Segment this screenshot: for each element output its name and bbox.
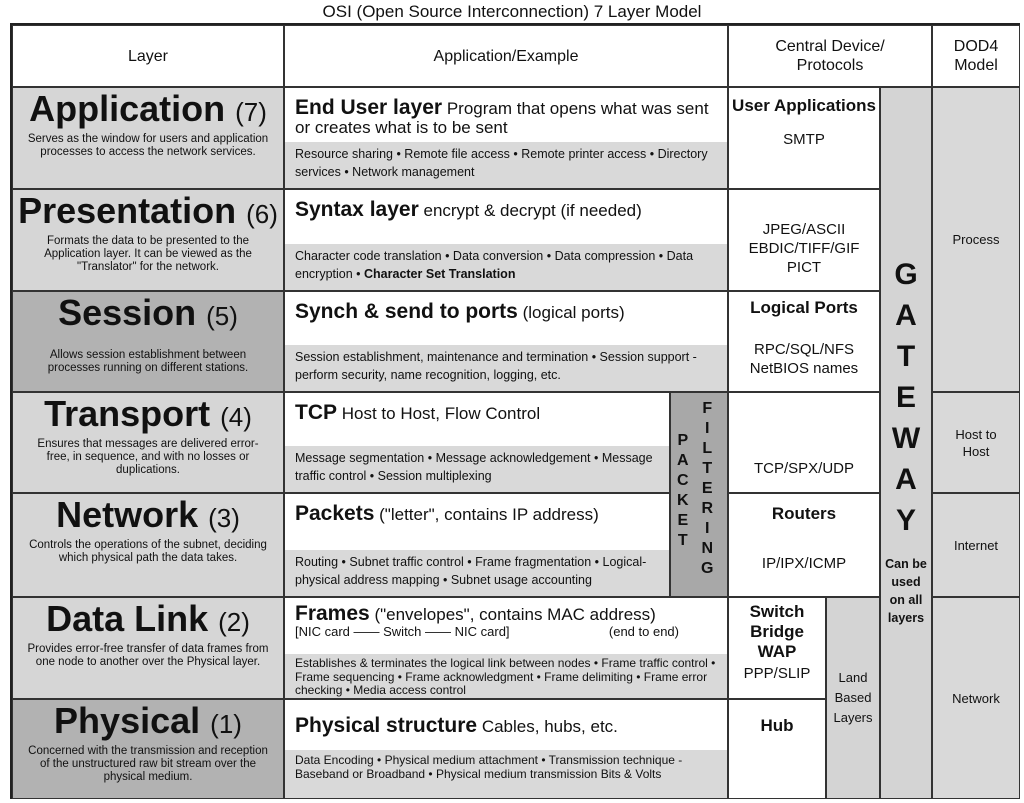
dod-process: Process xyxy=(932,87,1020,392)
example-subtitle: Host to Host, Flow Control xyxy=(341,404,541,423)
device-name: Switch Bridge WAP xyxy=(749,602,805,661)
layer-description: Ensures that messages are delivered error-free, in sequence, and with no losses or duplications. xyxy=(37,438,259,476)
device-name: Hub xyxy=(760,716,794,735)
layer-name: Application xyxy=(29,88,226,129)
layer-number: (6) xyxy=(246,199,278,229)
filtering-letter: I xyxy=(705,520,710,537)
example-subtitle: Program that opens what was sent or creates what is to be sent xyxy=(295,99,709,137)
osi-table xyxy=(10,23,1020,799)
example-details: Routing • Subnet traffic control • Frame fragmentation • Logical-physical address mapping • Subnet usage accounting xyxy=(285,550,669,596)
example-details: Data Encoding • Physical medium attachment • Transmission technique - Baseband or Broadband • Physical medium transmission Bits & Volts xyxy=(285,750,727,798)
example-subtitle: (logical ports) xyxy=(522,303,625,322)
example-application xyxy=(284,87,728,189)
example-title: End User layer xyxy=(295,96,443,119)
gateway-letter: Y xyxy=(895,504,916,537)
gateway-letter: W xyxy=(891,422,921,455)
packet-letter: K xyxy=(677,492,689,509)
layer-physical xyxy=(12,699,284,799)
filtering-letter: N xyxy=(701,540,713,557)
layer-name: Session xyxy=(58,292,197,333)
device-name: Routers xyxy=(771,504,837,523)
header-layer: Layer xyxy=(12,25,284,87)
example-subtitle: Cables, hubs, etc. xyxy=(481,717,618,736)
gateway-letter: A xyxy=(895,299,917,332)
filtering-letter: R xyxy=(701,500,713,517)
land-based-layers: Land Based Layers xyxy=(826,597,880,799)
example-subtitle: encrypt & decrypt (if needed) xyxy=(423,201,642,220)
example-details: Message segmentation • Message acknowledgement • Message traffic control • Session multiplexing xyxy=(285,446,669,492)
example-title: Syntax layer xyxy=(295,198,419,221)
dod-host-to-host: Host to Host xyxy=(932,392,1020,493)
device-physical xyxy=(728,699,826,799)
device-session xyxy=(728,291,880,392)
layer-description: Formats the data to be presented to the Application layer. It can be viewed as the "Translator" for the network. xyxy=(44,235,252,273)
filtering-letter: I xyxy=(705,420,710,437)
layer-description: Serves as the window for users and application processes to access the network services. xyxy=(27,133,269,158)
example-physical xyxy=(284,699,728,799)
layer-number: (2) xyxy=(218,607,250,637)
device-transport xyxy=(728,392,880,493)
filtering-letter: F xyxy=(702,400,713,417)
example-title: Synch & send to ports xyxy=(295,300,518,323)
end-to-end-note: (end to end) xyxy=(608,624,679,639)
packet-filtering-box xyxy=(670,392,728,597)
filtering-letters xyxy=(701,399,713,579)
layer-name: Data Link xyxy=(46,598,209,639)
layer-network xyxy=(12,493,284,597)
layer-description: Concerned with the transmission and reception of the unstructured raw bit stream over the physical medium. xyxy=(28,745,268,783)
layer-description: Controls the operations of the subnet, deciding which physical path the data takes. xyxy=(29,539,267,564)
example-session xyxy=(284,291,728,392)
example-title: TCP xyxy=(295,401,337,424)
layer-description: Allows session establishment between processes running on different stations. xyxy=(47,349,249,374)
layer-name: Physical xyxy=(54,700,201,741)
example-details-bold: Character Set Translation xyxy=(364,267,516,281)
device-presentation xyxy=(728,189,880,291)
filtering-letter: G xyxy=(701,560,714,577)
packet-letter: E xyxy=(677,512,689,529)
device-protocol: IP/IPX/ICMP xyxy=(761,555,847,572)
example-subtitle: ("letter", contains IP address) xyxy=(379,505,599,524)
example-network xyxy=(284,493,670,597)
device-network xyxy=(728,493,880,597)
header-central: Central Device/ Protocols xyxy=(728,25,932,87)
layer-name: Network xyxy=(56,494,199,535)
packet-letters xyxy=(677,431,689,551)
example-subtitle: ("envelopes", contains MAC address) xyxy=(374,605,656,624)
packet-letter: A xyxy=(677,452,689,469)
example-data-link xyxy=(284,597,728,699)
gateway-column xyxy=(880,87,932,799)
layer-number: (4) xyxy=(220,402,252,432)
header-dod: DOD4 Model xyxy=(932,25,1020,87)
device-data-link xyxy=(728,597,826,699)
gateway-letter: A xyxy=(895,463,917,496)
layer-transport xyxy=(12,392,284,493)
header-application: Application/Example xyxy=(284,25,728,87)
diagram-title: OSI (Open Source Interconnection) 7 Layer Model xyxy=(322,2,702,21)
gateway-note: Can be used on all layers xyxy=(885,557,927,625)
device-application xyxy=(728,87,880,189)
example-details: Resource sharing • Remote file access • Remote printer access • Directory services • Network management xyxy=(285,142,727,188)
gateway-letter: E xyxy=(895,381,916,414)
device-protocol: SMTP xyxy=(783,131,825,148)
layer-name: Presentation xyxy=(18,190,237,231)
filtering-letter: E xyxy=(701,480,713,497)
example-details xyxy=(285,244,727,290)
filtering-letter: L xyxy=(702,440,713,457)
device-protocol: RPC/SQL/NFS NetBIOS names xyxy=(749,341,859,377)
gateway-letters xyxy=(892,254,920,541)
example-title: Packets xyxy=(295,502,375,525)
example-details: Session establishment, maintenance and termination • Session support - perform security, name recognition, logging, etc. xyxy=(285,345,727,391)
layer-number: (7) xyxy=(235,97,267,127)
device-protocol: TCP/SPX/UDP xyxy=(753,460,855,477)
dod-internet: Internet xyxy=(932,493,1020,597)
device-protocol: JPEG/ASCII EBDIC/TIFF/GIF PICT xyxy=(748,221,860,276)
packet-letter: C xyxy=(677,472,689,489)
example-title: Frames xyxy=(295,602,370,625)
layer-number: (3) xyxy=(208,503,240,533)
device-name: User Applications xyxy=(732,96,876,115)
layer-presentation xyxy=(12,189,284,291)
gateway-letter: G xyxy=(894,258,918,291)
layer-name: Transport xyxy=(44,393,211,434)
layer-application xyxy=(12,87,284,189)
packet-letter: P xyxy=(677,432,689,449)
dod-network: Network xyxy=(932,597,1020,799)
example-transport xyxy=(284,392,670,493)
layer-data-link xyxy=(12,597,284,699)
layer-description: Provides error-free transfer of data frames from one node to another over the Physical layer. xyxy=(27,643,269,668)
example-presentation xyxy=(284,189,728,291)
example-title: Physical structure xyxy=(295,714,478,737)
example-details: Establishes & terminates the logical link between nodes • Frame traffic control • Frame sequencing • Frame acknowledgment • Frame delimiting • Frame error checking • Media access control xyxy=(285,654,727,698)
layer-number: (5) xyxy=(206,301,238,331)
nic-switch-chain: [NIC card —— Switch —— NIC card] xyxy=(295,624,510,639)
layer-number: (1) xyxy=(210,709,242,739)
device-name: Logical Ports xyxy=(750,298,858,317)
gateway-letter: T xyxy=(896,340,916,373)
packet-letter: T xyxy=(677,532,688,549)
layer-session xyxy=(12,291,284,392)
filtering-letter: T xyxy=(702,460,713,477)
device-protocol: PPP/SLIP xyxy=(743,665,811,682)
example-details-text: Character code translation • Data conversion • Data compression • Data encryption • xyxy=(295,249,694,281)
